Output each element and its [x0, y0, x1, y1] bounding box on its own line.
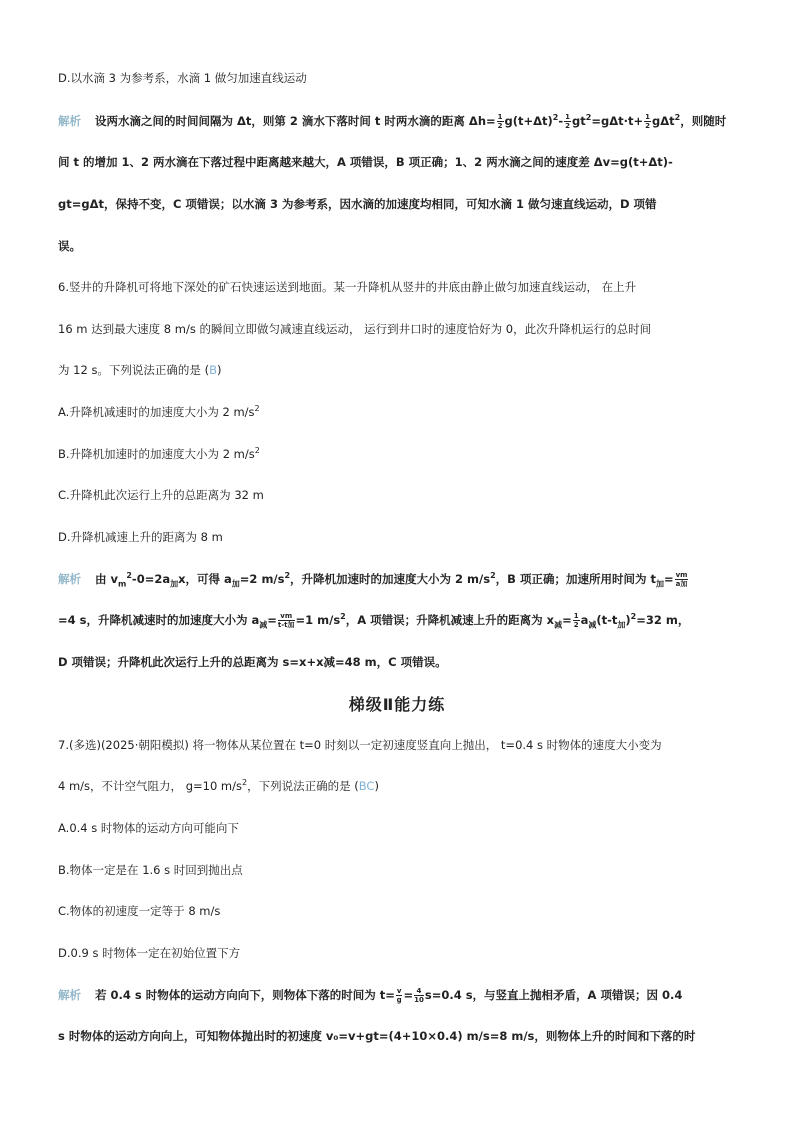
analysis-tag: 解析	[58, 572, 81, 586]
fraction: $\frac{1}{2}$	[573, 612, 579, 629]
text: 设两水滴之间的时间间隔为 Δt，则第 2 滴水下落时间 t 时两水滴的距离 Δh=	[95, 114, 496, 128]
q6-option-d: D.升降机减速上升的距离为 8 m	[58, 530, 223, 544]
q7-analysis-line1: 解析 若 0.4 s 时物体的运动方向向下，则物体下落的时间为 t= $\frac{v}{g}$ = $\frac{4}{10}$ s=0.4 s，与竖直上抛相矛盾，A 项错误；因 0.4	[58, 987, 683, 1004]
text: 为 12 s。下列说法正确的是 (	[58, 363, 210, 377]
section-heading: 梯级Ⅱ能力练	[348, 695, 446, 714]
q6-stem-line3: 为 12 s。下列说法正确的是 (B)	[58, 363, 222, 377]
q7-answer: BC	[358, 779, 375, 793]
fraction: $\frac{4}{10}$	[414, 987, 424, 1004]
analysis-tag: 解析	[58, 988, 81, 1002]
q7-option-c: C.物体的初速度一定等于 8 m/s	[58, 904, 221, 918]
q6-analysis-line2: =4 s，升降机减速时的加速度大小为 $a_减=$ $\frac{vm}{\text{t-t加}}$ =1 $m/s^2$，A 项错误；升降机减速上升的距离为 $x_减=$ $\frac{1}{2}$ $a_减(t-t_加)^2=32$ m，	[58, 612, 690, 630]
q6-option-c: C.升降机此次运行上升的总距离为 32 m	[58, 488, 264, 502]
q7-option-d: D.0.9 s 时物体一定在初始位置下方	[58, 946, 241, 960]
fraction: $\frac{1}{2}$	[645, 113, 650, 130]
q7-analysis-line2: s 时物体的运动方向向上，可知物体抛出时的初速度 v₀=v+gt=(4+10×0.4) m/s=8 m/s，则物体上升的时间和下落的时	[58, 1029, 696, 1043]
q5-analysis-line1: 解析 设两水滴之间的时间间隔为 Δt，则第 2 滴水下落时间 t 时两水滴的距离 Δh= $\frac{1}{2}$ $g(t+\Delta t)^2-$ $\frac{1}{2}$ $gt^2=g\Delta t\cdot t+$ $\frac{1}{2}$ gΔt$^2$，则随时	[58, 113, 727, 130]
text: g(t+Δt)	[504, 114, 553, 128]
q5-analysis-line2: 间 t 的增加 1、2 两水滴在下落过程中距离越来越大，A 项错误，B 项正确；1、2 两水滴之间的速度差 Δv=g(t+Δt)-	[58, 155, 673, 169]
q6-stem-line2: 16 m 达到最大速度 8 m/s 的瞬间立即做匀减速直线运动， 运行到井口时的速度恰好为 0，此次升降机运行的总时间	[58, 322, 652, 336]
q6-analysis-line3: D 项错误；升降机此次运行上升的总距离为 s=x+x减=48 m，C 项错误。	[58, 655, 447, 669]
fraction: $\frac{vm}{\text{a加}}$	[675, 571, 688, 588]
fraction: $\frac{v}{g}$	[396, 987, 402, 1004]
q7-option-b: B.物体一定是在 1.6 s 时回到抛出点	[58, 863, 243, 877]
q6-option-a: A.升降机减速时的加速度大小为 2 $m/s^2$	[58, 404, 260, 419]
q7-stem-line1: 7.(多选)(2025·朝阳模拟) 将一物体从某位置在 t=0 时刻以一定初速度竖直向上抛出， t=0.4 s 时物体的速度大小变为	[58, 738, 662, 752]
analysis-tag: 解析	[58, 114, 81, 128]
q5-analysis-line4: 误。	[58, 239, 81, 253]
fraction: $\frac{vm}{\text{t-t加}}$	[277, 612, 295, 629]
q6-answer: B	[209, 363, 217, 377]
fraction: $\frac{1}{2}$	[565, 113, 571, 130]
q5-analysis-line3: gt=gΔt，保持不变，C 项错误；以水滴 3 为参考系，因水滴的加速度均相同，可知水滴 1 做匀速直线运动，D 项错	[58, 197, 657, 211]
q5-option-d: D.以水滴 3 为参考系，水滴 1 做匀加速直线运动	[58, 71, 307, 85]
q6-option-b: B.升降机加速时的加速度大小为 2 $m/s^2$	[58, 446, 260, 461]
q6-stem-line1: 6.竖井的升降机可将地下深处的矿石快速运送到地面。某一升降机从竖井的井底由静止做匀加速直线运动， 在上升	[58, 280, 637, 294]
q7-stem-line2: 4 m/s，不计空气阻力， g=10 $m/s^2$，下列说法正确的是 (BC)	[58, 778, 379, 793]
q7-option-a: A.0.4 s 时物体的运动方向可能向下	[58, 821, 239, 835]
q6-analysis-line1: 解析 由 $v_m^2-0=2a_加x$，可得 $a_加=2$ $m/s^2$，升降机加速时的加速度大小为 2 $m/s^2$，B 项正确；加速所用时间为 $t_加=$ $\frac{vm}{\text{a加}}$	[58, 571, 688, 589]
fraction: $\frac{1}{2}$	[497, 113, 503, 130]
